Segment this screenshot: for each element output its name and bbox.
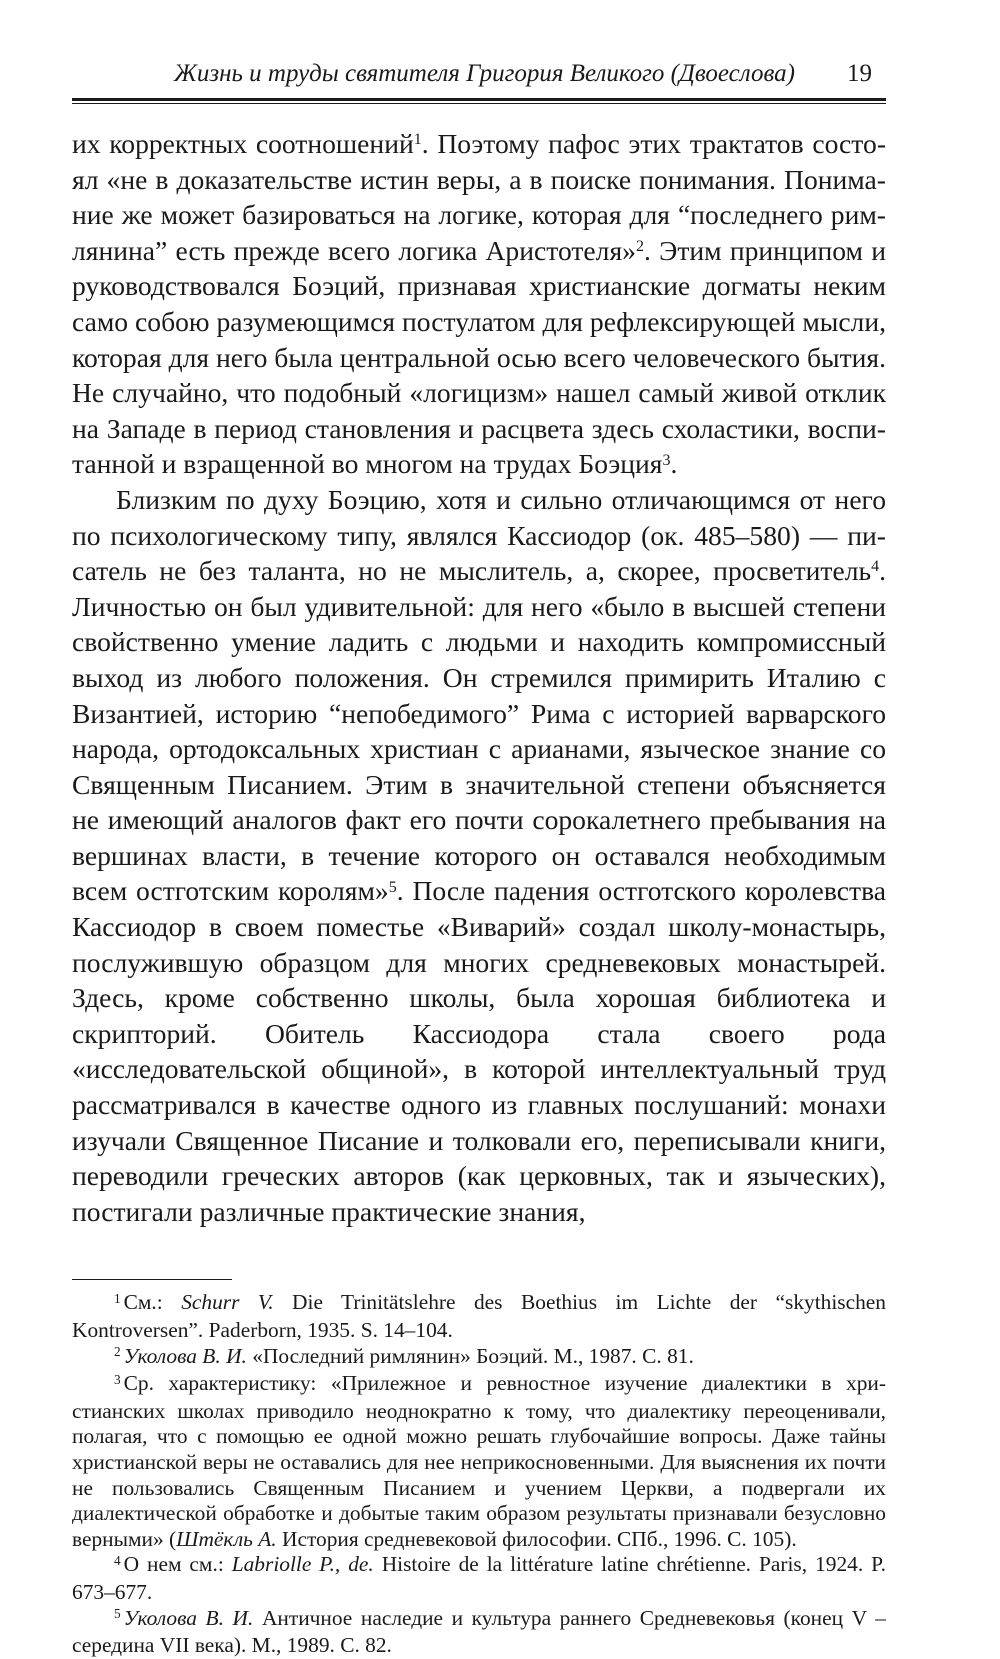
paragraph-2 xyxy=(72,482,886,1229)
footnote-number: 4 xyxy=(114,1552,121,1568)
footnote-author: Schurr V. xyxy=(181,1290,274,1315)
book-page xyxy=(72,58,886,1659)
main-text xyxy=(72,126,886,1229)
footnote-text: «Последний римлянин» Боэций. М., 1987. С. 81. xyxy=(246,1343,694,1368)
text-run: . Личностью он был удивительной: для него «было в высшей степени свойственно умение ладить с людьми и находить компромиссный выход из любого положения. Он стремился примирить Италию с Византией, историю “непобедимого” Рима с историей варварского народа, ортодоксальных христиан с арианами, языческое знание со Священным Писанием. Этим в значительной степени объясняется не имеющий аналогов факт его почти сорокалетнего пребывания на вершинах власти, в течение которого он оставался необходимым всем остготским королям» xyxy=(72,555,886,907)
header-rule-thin xyxy=(72,103,886,104)
footnote-1 xyxy=(72,1290,886,1343)
footnote-ref-2[interactable]: 2 xyxy=(635,237,644,255)
running-head xyxy=(72,58,886,96)
text-run: их корректных соотношений xyxy=(72,128,414,159)
footnote-ref-3[interactable]: 3 xyxy=(662,451,671,469)
footnote-author: Уколова В. И. xyxy=(123,1343,247,1368)
footnote-author: Штёкль А. xyxy=(176,1526,277,1551)
text-run: Близким по духу Боэцию, хотя и сильно отличающимся от него по психологическому типу, являлся Кассиодор (ок. 485–580) — писатель не без таланта, но не мыслитель, а, скорее, просветитель xyxy=(72,483,886,587)
footnote-text: Histoire de la littérature latine chrétienne. Paris, 1924. P. 673–677. xyxy=(72,1552,886,1604)
text-run: . xyxy=(670,448,678,480)
footnote-text: История средневековой философии. СПб., 1996. С. 105). xyxy=(276,1526,797,1551)
footnote-number: 2 xyxy=(114,1343,121,1359)
footnote-3 xyxy=(72,1371,886,1552)
footnote-4 xyxy=(72,1552,886,1605)
footnote-number: 1 xyxy=(114,1290,121,1306)
text-run: . Поэтому пафос этих трактатов состоял «не в доказательстве истин веры, а в поиске понимания. Понимание же может базироваться на логике, которая для “последнего римлянина” есть прежде всего логика Аристотеля» xyxy=(72,128,887,266)
footnote-ref-5[interactable]: 5 xyxy=(388,878,397,896)
footnote-text: Die Trinitätslehre des Boethius im Lichte der “skythischen Kontroversen”. Paderborn, 1935. S. 14–104. xyxy=(72,1290,886,1342)
running-title: Жизнь и труды святителя Григория Великого (Двоеслова) xyxy=(174,60,795,87)
footnote-separator xyxy=(72,1279,232,1280)
footnote-2 xyxy=(72,1344,886,1372)
footnotes xyxy=(72,1290,886,1658)
footnote-ref-4[interactable]: 4 xyxy=(871,558,880,576)
footnote-prefix: Ср. характеристику: «Прилежное и ревностное изучение диалектики в христианских школах приводило неоднократно к тому, что диалектику переоценивали, полагая, что с помощью ее одной можно решать глубочайшие вопросы. Даже тайны христианской веры не оставались для нее неприкосновенными. Для выяснения их почти не пользовались Священным Писанием и учением Церкви, а подвергали их диалектической обработке и добытые таким образом результаты признавали безусловно верными» ( xyxy=(72,1371,886,1551)
footnote-prefix: См.: xyxy=(123,1290,182,1315)
footnote-5 xyxy=(72,1606,886,1659)
footnote-prefix: О нем см.: xyxy=(123,1552,232,1577)
page-number: 19 xyxy=(847,60,872,87)
text-run: . Этим принципом и руководствовался Боэций, признавая христианские догматы неким само собою разумеющимся постулатом для рефлексирующей мысли, которая для него была центральной осью всего человеческого бытия. Не случайно, что подобный «логицизм» нашел самый живой отклик на Западе в период становления и расцвета здесь схоластики, воспитанной и взращенной во многом на трудах Боэция xyxy=(72,234,887,480)
footnote-number: 5 xyxy=(114,1605,121,1621)
footnote-number: 3 xyxy=(114,1371,121,1387)
footnote-ref-1[interactable]: 1 xyxy=(413,131,422,149)
footnote-author: Уколова В. И. xyxy=(123,1605,254,1630)
text-run: . После падения остготского королевства Кассиодор в своем поместье «Виварий» создал школу-монастырь, послужившую образцом для многих средневековых монастырей. Здесь, кроме собственно школы, была хорошая библиотека и скрипторий. Обитель Кассиодора стала своего рода «исследовательской общиной», в которой интеллектуальный труд рассматривался в качестве одного из главных послушаний: монахи изучали Священное Писание и толковали его, переписывали книги, переводили греческих авторов (как церковных, так и языческих), постигали различные практические знания, xyxy=(72,875,887,1227)
footnote-author: Labriolle P., de. xyxy=(231,1552,374,1577)
paragraph-1 xyxy=(72,126,886,482)
header-rule-thick xyxy=(72,98,886,101)
footnote-text: Античное наследие и культура раннего Средневековья (конец V – середина VII века). М., 1989. С. 82. xyxy=(72,1605,886,1658)
